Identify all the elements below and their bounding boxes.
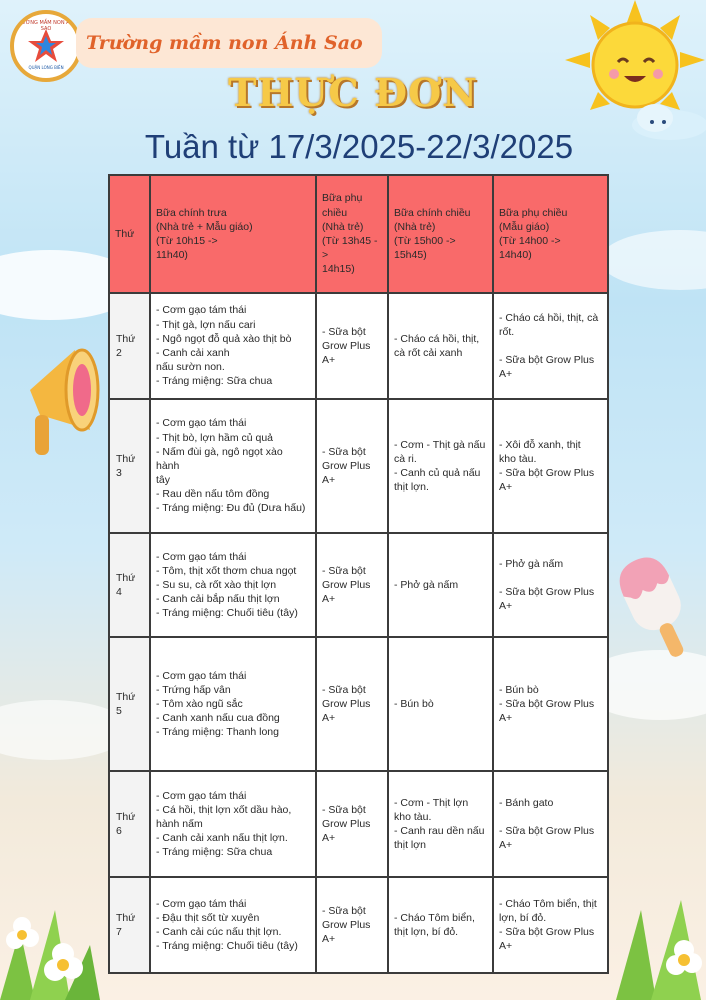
cell-line: 11h40) bbox=[156, 249, 188, 262]
cell-line: - Cháo cá hồi, thịt, cà bbox=[499, 311, 599, 324]
cell-line: A+ bbox=[499, 481, 513, 494]
cell-line: (Từ 10h15 -> bbox=[156, 235, 218, 247]
cell-line: - Tráng miệng: Đu đủ (Dưa hấu) bbox=[156, 502, 306, 515]
menu-cell-lunch bbox=[150, 293, 316, 399]
cell-line: - Xôi đỗ xanh, thịt bbox=[499, 438, 581, 451]
menu-cell-lunch bbox=[150, 877, 316, 973]
logo-top-text: TRƯỜNG MẦM NON ÁNH SAO bbox=[14, 20, 78, 32]
cell-line: Grow Plus A+ bbox=[322, 697, 371, 725]
table-row bbox=[109, 637, 608, 771]
cell-line: - Cơm gạo tám thái bbox=[156, 897, 247, 910]
school-name: Trường mầm non Ánh Sao bbox=[86, 32, 363, 54]
cell-line: - Canh cải xanh nấu thịt lợn. bbox=[156, 832, 288, 845]
cell-line: chiều bbox=[322, 206, 348, 219]
cell-line: Bữa phụ chiều bbox=[499, 206, 568, 219]
cell-line: - Cơm gạo tám thái bbox=[156, 669, 247, 682]
menu-cell-snack-nt bbox=[316, 293, 388, 399]
cell-line: Grow Plus A+ bbox=[322, 817, 371, 845]
cell-line: (Nhà trẻ) bbox=[322, 220, 364, 233]
menu-cell-lunch bbox=[150, 771, 316, 877]
menu-cell-dinner-nt bbox=[388, 533, 493, 637]
cell-line: - Phở gà nấm bbox=[394, 578, 459, 591]
cell-line: (Từ 14h00 -> bbox=[499, 235, 561, 247]
cell-line: - Bánh gato bbox=[499, 796, 554, 809]
cell-line: Bữa phụ bbox=[322, 192, 363, 205]
cell-line: - Canh rau dền nấu bbox=[394, 825, 485, 837]
menu-cell-snack-mg bbox=[493, 771, 608, 877]
cell-line: (Nhà trẻ + Mẫu giáo) bbox=[156, 220, 253, 233]
cell-line: 15h45) bbox=[394, 249, 427, 262]
cell-line bbox=[499, 571, 602, 585]
day-cell: Thứ 7 bbox=[109, 877, 150, 973]
cell-line: - Cơm gạo tám thái bbox=[156, 417, 247, 430]
day-cell: Thứ 5 bbox=[109, 637, 150, 771]
cell-line: 14h40) bbox=[499, 249, 532, 262]
cell-line: A+ bbox=[499, 712, 513, 725]
header-snack-nha-tre bbox=[316, 175, 388, 293]
cell-line: - Sữa bột Grow Plus bbox=[499, 697, 595, 710]
cell-line: Grow Plus A+ bbox=[322, 459, 371, 487]
cell-line: Bữa chính chiều bbox=[394, 206, 471, 219]
menu-cell-snack-mg bbox=[493, 637, 608, 771]
flower-icon bbox=[606, 880, 706, 1000]
menu-cell-snack-nt bbox=[316, 771, 388, 877]
cell-line bbox=[499, 339, 602, 353]
menu-cell-snack-nt bbox=[316, 533, 388, 637]
cell-line: - Tráng miệng: Sữa chua bbox=[156, 846, 273, 859]
cloud-decoration bbox=[600, 230, 706, 290]
menu-cell-lunch bbox=[150, 399, 316, 533]
logo-bottom-text: QUẬN LONG BIÊN bbox=[28, 65, 64, 70]
cell-line: - Cơm - Thịt lợn bbox=[394, 796, 469, 809]
cell-line: - Tráng miệng: Chuối tiêu (tây) bbox=[156, 607, 298, 620]
cell-line: - Đậu thịt sốt từ xuyên bbox=[156, 911, 260, 924]
cell-line: - Sữa bột bbox=[322, 904, 366, 917]
day-cell: Thứ 3 bbox=[109, 399, 150, 533]
cell-line: A+ bbox=[499, 940, 513, 953]
megaphone-icon bbox=[20, 330, 110, 470]
cell-line: - Sữa bột bbox=[322, 803, 366, 816]
cell-line: Grow Plus A+ bbox=[322, 918, 371, 946]
cell-line: - Sữa bột Grow Plus bbox=[499, 467, 595, 479]
day-cell: Thứ 4 bbox=[109, 533, 150, 637]
cell-line: - Sữa bột Grow Plus bbox=[499, 354, 595, 367]
menu-table bbox=[108, 174, 609, 974]
menu-cell-snack-mg bbox=[493, 877, 608, 973]
cell-line: Thứ bbox=[115, 227, 135, 240]
cell-line: - Bún bò bbox=[499, 683, 539, 696]
cell-line: - Canh cải xanh bbox=[156, 347, 230, 359]
cell-line: - Ngô ngọt đỗ quả xào thịt bò bbox=[156, 332, 292, 345]
cell-line: - Cơm - Thịt gà nấu bbox=[394, 438, 486, 451]
cell-line: - Sữa bột bbox=[322, 325, 366, 338]
cell-line: - Canh cải bắp nấu thịt lợn bbox=[156, 593, 280, 606]
menu-cell-snack-mg bbox=[493, 293, 608, 399]
cell-line: - Bún bò bbox=[394, 697, 434, 710]
cell-line: - Su su, cà rốt xào thịt lợn bbox=[156, 578, 277, 591]
cell-line: - Cháo cá hồi, thịt, bbox=[394, 332, 480, 345]
cell-line: (Từ 15h00 -> bbox=[394, 235, 456, 247]
school-name-banner bbox=[76, 18, 382, 68]
menu-cell-snack-nt bbox=[316, 877, 388, 973]
cell-line: - Tôm xào ngũ sắc bbox=[156, 697, 243, 710]
cell-line: - Thịt bò, lợn hầm củ quả bbox=[156, 431, 274, 444]
cell-line: A+ bbox=[499, 368, 513, 381]
header-lunch bbox=[150, 175, 316, 293]
cell-line: hành bbox=[156, 459, 180, 472]
page-title: THỰC ĐƠN bbox=[228, 70, 478, 115]
cell-line: 14h15) bbox=[322, 263, 355, 276]
cell-line: (Nhà trẻ) bbox=[394, 220, 436, 233]
menu-cell-dinner-nt bbox=[388, 637, 493, 771]
table-row bbox=[109, 771, 608, 877]
cell-line: - Canh xanh nấu cua đồng bbox=[156, 712, 280, 725]
menu-cell-snack-nt bbox=[316, 637, 388, 771]
menu-cell-dinner-nt bbox=[388, 399, 493, 533]
table-header-row bbox=[109, 175, 608, 293]
cell-line: - Sữa bột bbox=[322, 445, 366, 458]
cell-line bbox=[499, 810, 602, 824]
menu-cell-dinner-nt bbox=[388, 877, 493, 973]
cell-line: kho tàu. bbox=[394, 810, 432, 823]
menu-cell-snack-mg bbox=[493, 533, 608, 637]
cell-line: (Từ 13h45 - bbox=[322, 235, 378, 247]
table-row bbox=[109, 399, 608, 533]
cell-line: - Cháo Tôm biển, bbox=[394, 911, 475, 924]
cell-line: Grow Plus A+ bbox=[322, 339, 371, 367]
cell-line: - Tráng miệng: Sữa chua bbox=[156, 375, 273, 388]
cell-line: rốt. bbox=[499, 325, 515, 338]
cell-line: - Sữa bột Grow Plus bbox=[499, 926, 595, 938]
header-dinner-nha-tre bbox=[388, 175, 493, 293]
week-range: Tuần từ 17/3/2025-22/3/2025 bbox=[144, 128, 574, 165]
cell-line: - Tráng miệng: Chuối tiêu (tây) bbox=[156, 940, 298, 953]
menu-cell-lunch bbox=[150, 637, 316, 771]
cell-line: - Canh cải cúc nấu thịt lợn. bbox=[156, 926, 282, 938]
flower-icon bbox=[0, 890, 110, 1000]
ice-cream-icon bbox=[600, 545, 706, 665]
cell-line: - Canh củ quả nấu bbox=[394, 467, 481, 479]
table-row bbox=[109, 877, 608, 973]
cell-line: cà rốt cải xanh bbox=[394, 347, 463, 359]
cell-line: - Trứng hấp vân bbox=[156, 683, 231, 696]
star-icon bbox=[26, 26, 66, 66]
cell-line: Bữa chính trưa bbox=[156, 206, 227, 219]
cell-line: nấu sườn non. bbox=[156, 361, 225, 374]
cell-line: A+ bbox=[499, 600, 513, 613]
cell-line: - Tráng miệng: Thanh long bbox=[156, 726, 279, 739]
menu-cell-snack-nt bbox=[316, 399, 388, 533]
cell-line: - Nấm đùi gà, ngô ngọt xào bbox=[156, 445, 283, 458]
header-day bbox=[109, 175, 150, 293]
cell-line: - Sữa bột Grow Plus bbox=[499, 586, 595, 598]
cell-line: - Sữa bột bbox=[322, 683, 366, 696]
cell-line: - Cơm gạo tám thái bbox=[156, 550, 247, 563]
cell-line: - Rau dền nấu tôm đồng bbox=[156, 488, 270, 501]
cell-line: - Phở gà nấm bbox=[499, 557, 564, 570]
cell-line: - Cháo Tôm biển, thịt bbox=[499, 897, 597, 910]
cell-line: thịt lợn bbox=[394, 839, 426, 852]
menu-cell-dinner-nt bbox=[388, 293, 493, 399]
cell-line: thịt lợn. bbox=[394, 481, 429, 494]
cell-line: tây bbox=[156, 474, 171, 487]
cell-line: lợn, bí đỏ. bbox=[499, 911, 547, 924]
cell-line: > bbox=[322, 249, 329, 262]
cell-line: - Tôm, thịt xốt thơm chua ngọt bbox=[156, 564, 297, 577]
cell-line: cà ri. bbox=[394, 452, 417, 465]
cell-line: A+ bbox=[499, 839, 513, 852]
cell-line: - Sữa bột Grow Plus bbox=[499, 825, 595, 837]
menu-cell-lunch bbox=[150, 533, 316, 637]
cell-line: - Thịt gà, lợn nấu cari bbox=[156, 318, 256, 331]
cell-line: - Cơm gạo tám thái bbox=[156, 789, 247, 802]
header-snack-mau-giao bbox=[493, 175, 608, 293]
cell-line: - Sữa bột bbox=[322, 564, 366, 577]
day-cell: Thứ 6 bbox=[109, 771, 150, 877]
day-cell: Thứ 2 bbox=[109, 293, 150, 399]
menu-cell-snack-mg bbox=[493, 399, 608, 533]
cell-line: Grow Plus A+ bbox=[322, 578, 371, 606]
cell-line: - Cá hồi, thịt lợn xốt dầu hào, bbox=[156, 803, 292, 816]
table-row bbox=[109, 293, 608, 399]
cell-line: thịt lợn, bí đỏ. bbox=[394, 926, 459, 938]
cell-line: (Mẫu giáo) bbox=[499, 220, 550, 233]
cell-line: hành nấm bbox=[156, 817, 203, 830]
table-row bbox=[109, 533, 608, 637]
cell-line: - Cơm gạo tám thái bbox=[156, 304, 247, 317]
cell-line: kho tàu. bbox=[499, 452, 537, 465]
menu-cell-dinner-nt bbox=[388, 771, 493, 877]
